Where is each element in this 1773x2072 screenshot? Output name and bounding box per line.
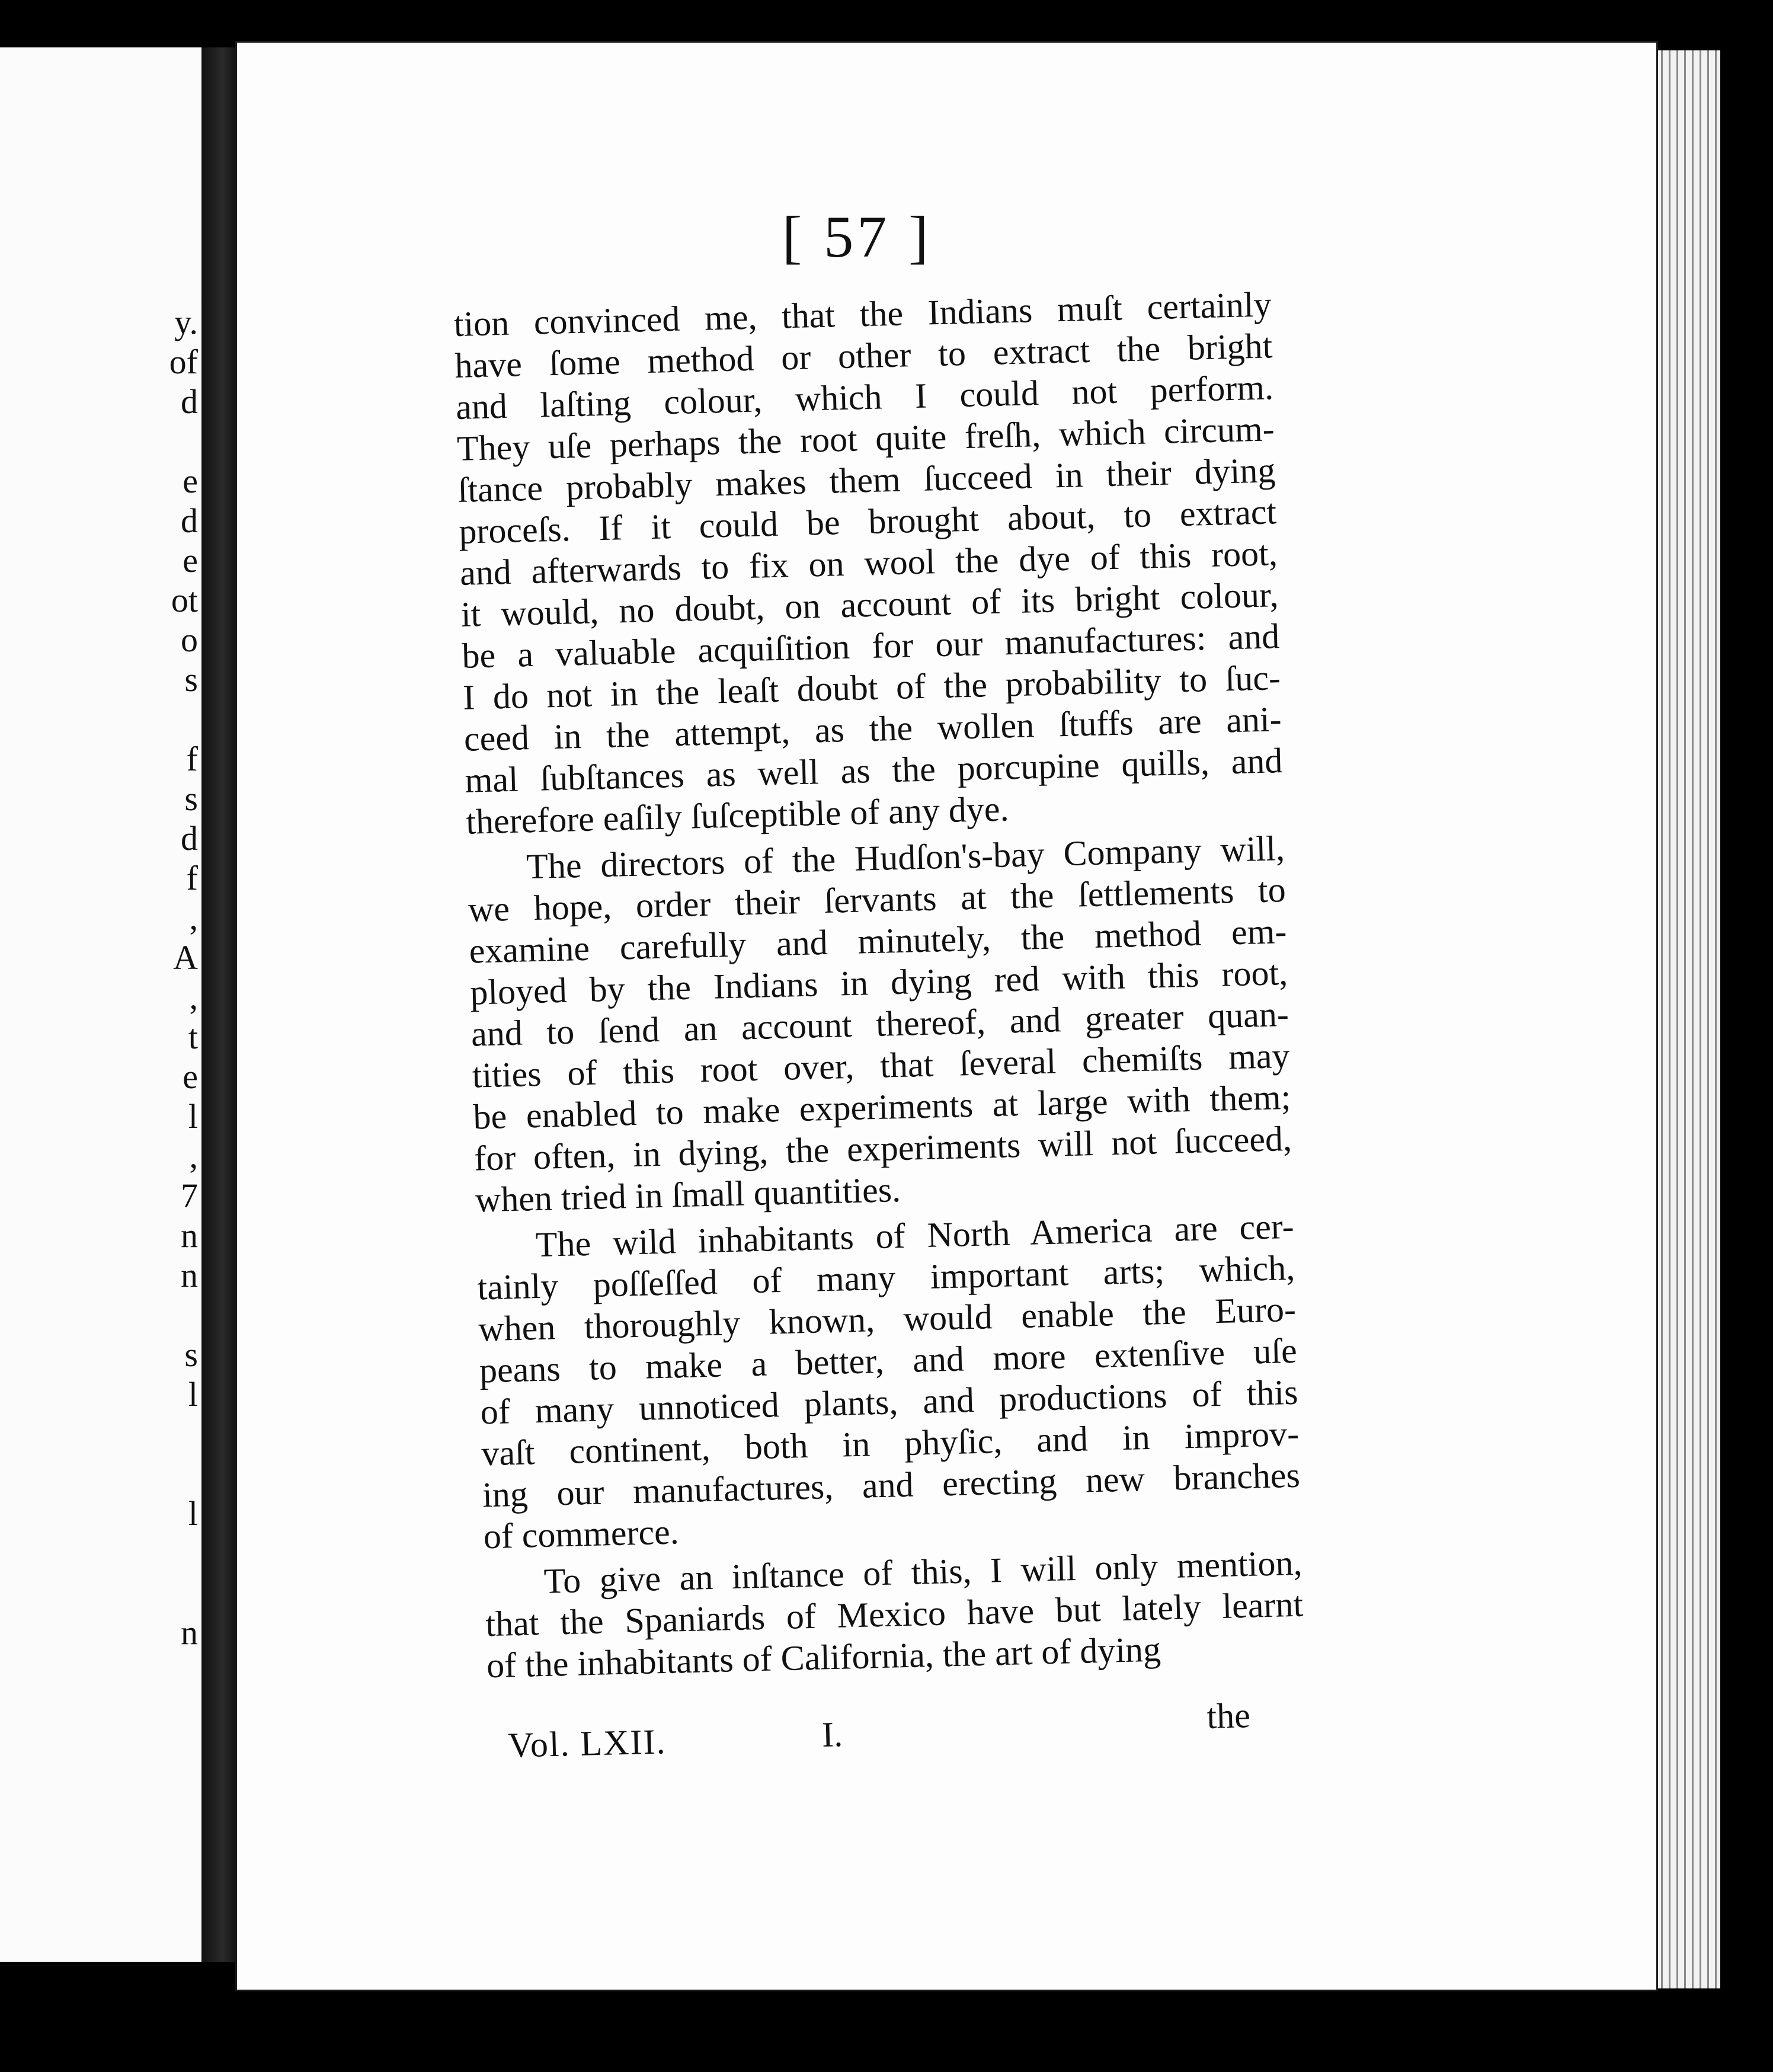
page-number-header: [ 57 ] <box>782 204 932 270</box>
text-line: They uſe perhaps the root quite freſh, which circum- <box>456 409 1275 468</box>
text-line: of many unnoticed plants, and productions of this <box>479 1372 1299 1432</box>
text-line: and to ſend an account thereof, and greater quan- <box>471 994 1289 1054</box>
text-line: and afterwards to fix on wool the dye of this root, <box>459 533 1278 593</box>
text-line: The wild inhabitants of North America are cer- <box>535 1206 1295 1265</box>
text-line: proceſs. If it could be brought about, to extract <box>458 492 1277 551</box>
text-line: vaſt continent, both in phyſic, and in improv- <box>481 1414 1300 1473</box>
text-line: peans to make a better, and more extenſive uſe <box>479 1331 1298 1390</box>
signature-mark: I. <box>821 1714 843 1754</box>
text-line: mal ſubſtances as well as the porcupine quills, and <box>464 741 1284 800</box>
text-line: be enabled to make experiments at large with them; <box>472 1077 1291 1137</box>
paragraph-2 <box>466 820 1607 1220</box>
text-line: have ſome method or other to extract the bright <box>454 326 1273 385</box>
text-line: of commerce. <box>483 1512 680 1556</box>
text-line: examine carefully and minutely, the method em- <box>468 911 1288 971</box>
text-line: therefore eaſily ſuſceptible of any dye. <box>465 789 1010 842</box>
text-line: ployed by the Indians in dying red with this root, <box>469 952 1288 1012</box>
facing-page-left <box>0 47 203 1962</box>
text-line: when tried in ſmall quantities. <box>475 1170 901 1220</box>
text-line: tainly poſſeſſed of many important arts; which, <box>476 1248 1295 1307</box>
text-line: of the inhabitants of California, the art of dying <box>486 1629 1161 1686</box>
body-text <box>453 276 1618 1686</box>
text-line: I do not in the leaſt doubt of the probability to ſuc- <box>462 658 1281 717</box>
text-line: To give an inſtance of this, I will only mention, <box>543 1543 1303 1601</box>
paragraph-3 <box>476 1198 1615 1557</box>
book-gutter <box>201 47 237 1962</box>
text-line: The directors of the Hudſon's-bay Company will, <box>526 829 1285 887</box>
text-line: for often, in dying, the experiments will not ſucceed, <box>473 1118 1292 1178</box>
text-line: ing our manufactures, and erecting new branches <box>482 1455 1301 1515</box>
page-edges <box>1653 50 1720 1988</box>
catchword: the <box>1206 1696 1251 1736</box>
text-line: ceed in the attempt, as the wollen ſtuffs are ani- <box>463 699 1282 759</box>
text-line: we hope, order their ſervants at the ſettlements to <box>468 869 1286 929</box>
text-line: tities of this root over, that ſeveral chemiſts may <box>472 1035 1291 1095</box>
text-line: tion convinced me, that the Indians muſt certainly <box>453 284 1272 344</box>
text-line: when thoroughly known, would enable the Euro- <box>478 1289 1297 1349</box>
text-line: be a valuable acquiſition for our manufactures: and <box>461 616 1280 676</box>
text-line: ſtance probably makes them ſucceed in their dying <box>457 450 1276 510</box>
text-line: it would, no doubt, on account of its bright colour, <box>460 575 1279 634</box>
paragraph-1 <box>453 276 1598 842</box>
book-page <box>237 43 1656 1990</box>
text-line: and laſting colour, which I could not perform. <box>455 367 1274 427</box>
volume-label: Vol. LXII. <box>507 1722 667 1765</box>
text-line: that the Spaniards of Mexico have but lately learnt <box>485 1584 1304 1644</box>
facing-page-fragments: y. of d e d e ot o s f s d f , A , t e l , 7 n n s l l n <box>169 303 198 1652</box>
